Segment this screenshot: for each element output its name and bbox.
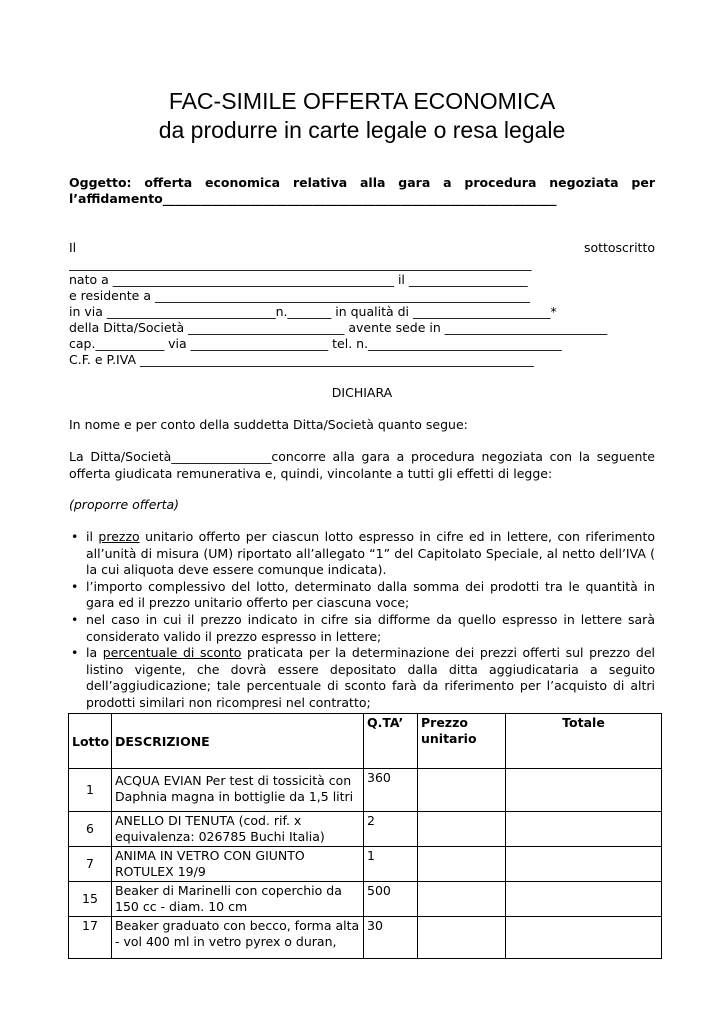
form-cf-line: C.F. e P.IVA _______________________________________________________________ (69, 352, 534, 367)
oggetto-line1: Oggetto: offerta economica relativa alla gara a procedura negoziata per (69, 175, 655, 190)
table-row (69, 847, 662, 882)
prezzo-cell[interactable] (418, 769, 506, 812)
text: praticata per la determinazione dei prezzi offerti sul prezzo del listino vigente, che dovrà essere depositato dalla ditta aggiudicataria a seguito dell’aggiudicazione; tale percentuale di sconto farà da riferimento per l’acquisto di altri prodotti similari non ricompresi nel contratto; (86, 645, 656, 710)
table-row (69, 917, 662, 959)
prezzo-underlined: prezzo (98, 529, 140, 544)
totale-cell[interactable] (506, 917, 662, 959)
form-blank-line: __________________________________________________________________________ (69, 256, 532, 271)
desc-cell: Beaker di Marinelli con coperchio da 150 cc - diam. 10 cm (112, 882, 364, 917)
qta-cell: 500 (364, 882, 418, 917)
bullet-icon: • (71, 529, 79, 544)
bullet-icon: • (71, 611, 79, 627)
prezzo-cell[interactable] (418, 812, 506, 847)
qta-cell: 30 (364, 917, 418, 959)
document-title: FAC-SIMILE OFFERTA ECONOMICA (168, 88, 556, 114)
header-totale: Totale (506, 714, 662, 769)
condition-sconto (69, 645, 655, 711)
condition-importo (69, 579, 655, 612)
prezzo-cell[interactable] (418, 847, 506, 882)
form-residente-line: e residente a ____________________________________________________________ (69, 288, 530, 303)
totale-cell[interactable] (506, 812, 662, 847)
bullet-icon: • (71, 645, 79, 661)
ditta-paragraph: La Ditta/Società________________concorre alla gara a procedura negoziata con la seguente offerta giudicata remunerativa e, quindi, vincolante a tutti gli effetti di legge: (69, 449, 655, 481)
header-prezzo: Prezzo unitario (418, 714, 506, 769)
form-ditta-line: della Ditta/Società _________________________ avente sede in __________________________ (69, 320, 608, 335)
header-lotto: Lotto (69, 714, 112, 769)
header-qta: Q.TA’ (364, 714, 418, 769)
oggetto-line2: l’affidamento_______________________________________________________________ (69, 191, 557, 206)
form-cap-line: cap.___________ via ______________________ tel. n._______________________________ (69, 336, 562, 351)
table-row (69, 812, 662, 847)
desc-cell: ANIMA IN VETRO CON GIUNTO ROTULEX 19/9 (112, 847, 364, 882)
header-descrizione: DESCRIZIONE (112, 714, 364, 769)
dichiara-heading: DICHIARA (331, 385, 393, 400)
condition-prezzo (69, 529, 655, 579)
qta-cell: 2 (364, 812, 418, 847)
form-nato-line: nato a _____________________________________________ il ___________________ (69, 272, 528, 287)
text: nel caso in cui il prezzo indicato in cifre sia difforme da quello espresso in lettere sarà considerato valido il prezzo espresso in lettere; (86, 611, 655, 644)
qta-cell: 360 (364, 769, 418, 812)
text: unitario offerto per ciascun lotto espresso in cifre ed in lettere, con riferimento all’unità di misura (UM) riportato all’allegato “1” del Capitolato Speciale, al netto dell’IVA ( la cui aliquota deve essere comunque indicata). (86, 529, 655, 578)
table-row (69, 882, 662, 917)
form-il-row (69, 240, 655, 256)
document-subtitle: da produrre in carte legale o resa legale (158, 117, 566, 143)
nome-conto-text: In nome e per conto della suddetta Ditta/Società quanto segue: (69, 417, 468, 432)
totale-cell[interactable] (506, 769, 662, 812)
desc-cell: ACQUA EVIAN Per test di tossicità con Daphnia magna in bottiglie da 1,5 litri (112, 769, 364, 812)
totale-cell[interactable] (506, 847, 662, 882)
lotto-cell: 15 (69, 882, 112, 917)
lotto-cell: 6 (69, 812, 112, 847)
desc-cell: Beaker graduato con becco, forma alta - vol 400 ml in vetro pyrex o duran, (112, 917, 364, 959)
lotto-cell: 17 (69, 917, 112, 959)
proporre-offerta: (proporre offerta) (69, 497, 180, 512)
bullet-icon: • (71, 578, 79, 594)
qta-cell: 1 (364, 847, 418, 882)
table-row (69, 769, 662, 812)
condition-difforme (69, 612, 655, 645)
form-via-line: in via ___________________________n._______ in qualità di ______________________* (69, 304, 557, 319)
text: il (86, 529, 99, 544)
form-il-label: Il (69, 240, 77, 255)
lotto-cell: 7 (69, 847, 112, 882)
conditions-list (69, 529, 655, 712)
offer-table (68, 713, 662, 959)
sconto-underlined: percentuale di sconto (102, 645, 242, 661)
form-sottoscritto-label: sottoscritto (583, 240, 655, 255)
prezzo-cell[interactable] (418, 917, 506, 959)
prezzo-cell[interactable] (418, 882, 506, 917)
totale-cell[interactable] (506, 882, 662, 917)
text: l’importo complessivo del lotto, determinato dalla somma dei prodotti tra le quantità in gara ed il prezzo unitario offerto per ciascuna voce; (86, 578, 655, 611)
lotto-cell: 1 (69, 769, 112, 812)
text: la (86, 645, 103, 661)
table-header-row (69, 714, 662, 769)
desc-cell: ANELLO DI TENUTA (cod. rif. x equivalenza: 026785 Buchi Italia) (112, 812, 364, 847)
